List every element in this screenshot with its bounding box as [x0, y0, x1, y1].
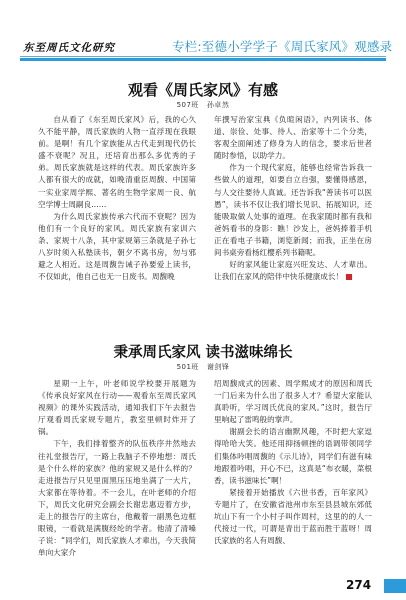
header-rule	[20, 56, 386, 57]
article1-paragraph	[214, 259, 372, 283]
page-number: 274	[346, 578, 372, 592]
article1-title: 观看《周氏家风》有感	[127, 81, 278, 99]
end-mark-icon	[346, 274, 352, 280]
article2-author: 谢剑锋	[206, 363, 230, 371]
article2-paragraph: 星期一上午，叶老师说学校要开展题为《传承良好家风在行动——观看东至周氏家风视频》的课外实践活动，通知我们下午去报告厅观看周氏家规专题片，教室里顿时炸开了锅。	[38, 379, 196, 437]
article2-right-column	[214, 378, 372, 547]
article2-class: 501班	[176, 363, 199, 371]
article1-closing-text: 好的家风能让家庭兴旺发达、人才辈出。让我们在家风的陪伴中快乐健康成长！	[214, 260, 372, 282]
article1-paragraph: 年撰写治家宝典《负暄闲语》，内列读书、体道、崇俭、处事、待人、治家等十二个分类，客观全面阐述了修身为人的信念，要求后世者随时参悟，以助学力。	[214, 115, 372, 161]
article1-author: 孙卓然	[206, 101, 230, 109]
page-header	[0, 0, 406, 56]
article1-paragraph: 为什么周氏家族传承六代而不衰呢？因为他们有一个良好的家风。周氏家族有家训六条、家规十八条，其中家规第三条就是子孙七八岁时须入私塾读书，朝夕不离书房，勿与邪避之人相近。这是周馥告诫子孙要爱上读书，不仅如此，他自己也无一日废书。周馥晚	[38, 211, 196, 282]
article2-paragraph: 绍周馥成式的因素、周学熙成才的原因和周氏一门后来为什么出了很多人才？希望大家能认真聆听，学习周氏优良的家风。”这时，报告厅里响起了雷鸣般的掌声。	[214, 379, 372, 425]
article1-byline	[0, 100, 406, 110]
article1-paragraph: 自从看了《东至周氏家风》后，我的心久久不能平静，周氏家族的人物一直浮现在我眼前。是啊！有几个家族能从古代走到现代仍长盛不衰呢？况且，还培育出那么多优秀的子弟。周氏家族就是这样的代表。周氏家族许多人都有很大的成就，如晚清重臣周馥、中国第一实业家周学熙、著名的生物学家周一良、航空学博士周嗣良……	[38, 115, 196, 209]
column-title: 专栏:至德小学学子《周氏家风》观感录	[172, 39, 393, 54]
article2-paragraph: 紧接着开始播放《六世书香，百年家风》专题片了，在安徽省池州市东至县县城东郊低坑山下有一个小村子叫作周村，这里的的人一代接过一代，可谓是青出于蓝而胜于蓝呀！周氏家族的名人有周馥、	[214, 487, 372, 546]
article1-right-column	[214, 114, 372, 283]
journal-title: 东至周氏文化研究	[23, 42, 115, 54]
page-number-bar	[384, 579, 406, 593]
article1-paragraph: 作为一个现代家庭，能够也经常告诉我一些做人的道理，如要自立自强，要懂得感恩，与人交往要待人真诚。还告诉我“善读书可以医愚”，读书不仅让我们增长见识、拓展知识，还能吸取做人处事的道理。在我家随时都有我和爸妈看书的身影：瞧！沙发上，爸妈捧着手机正在看电子书籍，浏览新闻；而我，正坐在房间书桌旁看杨红樱系列书籍呢。	[214, 163, 372, 258]
article2-left-column	[38, 378, 196, 559]
article1-left-column	[38, 114, 196, 283]
header-bar	[20, 58, 386, 61]
article1-class: 507班	[176, 101, 199, 109]
article2-title: 秉承周氏家风 读书滋味绵长	[113, 344, 293, 361]
article2-paragraph: 下午，我们排着整齐的队伍秩序井然地去往礼堂报告厅，一路上我脑子不停地想：周氏是个什么样的家族？他的家规又是什么样的？走进报告厅只见里面黑压压地坐满了一大片，大家都在等待着。不一会儿，在叶老师的介绍下，周氏文化研究会副会长谢忠惠迈着方步，走上的报告厅的主席台，他戴着一副黑色边框眼镜，一看就是满腹经纶的学者。他清了清嗓子说：“同学们，周氏家族人才辈出，今天我简单向大家介	[38, 439, 196, 558]
article2-byline	[0, 362, 406, 372]
article2-paragraph: 谢副会长的语言幽默风趣，不时把大家逗得哈哈大笑。他还用抑扬顿挫的语调带领同学们集体吟唱周馥的《示儿诗》，同学们有滋有味地跟着吟唱，开心不已，这真是“布衣暖，菜根香，读书滋味长”啊！	[214, 427, 372, 485]
